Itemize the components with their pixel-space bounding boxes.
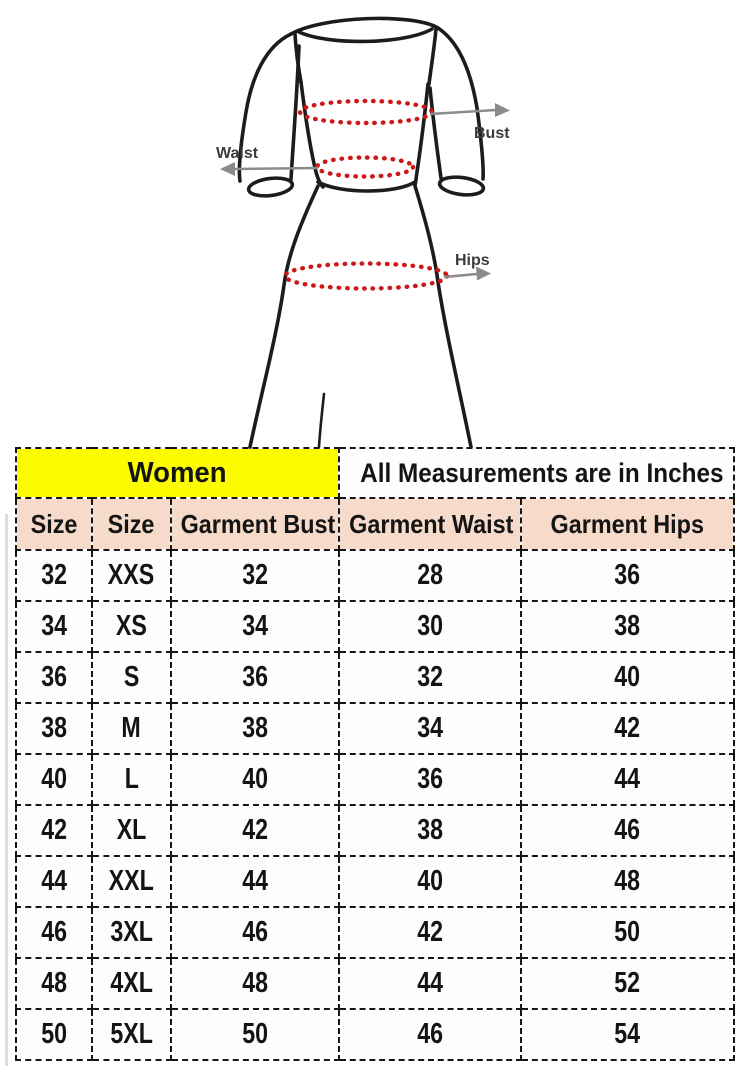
cell-size-num: 48: [16, 958, 92, 1009]
cell-size-letter: 5XL: [92, 1009, 171, 1060]
cell-size-letter: 3XL: [92, 907, 171, 958]
cell-waist: 34: [339, 703, 521, 754]
cell-hips: 52: [521, 958, 734, 1009]
cell-size-letter: XL: [92, 805, 171, 856]
cell-waist: 36: [339, 754, 521, 805]
table-row: [16, 754, 734, 805]
column-header-size-numeric: Size: [16, 498, 92, 550]
bust-arrow: [430, 110, 496, 114]
table-row: [16, 550, 734, 601]
table-row: [16, 958, 734, 1009]
cell-waist: 44: [339, 958, 521, 1009]
column-header-garment-waist: Garment Waist: [339, 498, 521, 550]
cell-size-letter: 4XL: [92, 958, 171, 1009]
waist-measure-ellipse: [317, 158, 413, 177]
cell-size-num: 38: [16, 703, 92, 754]
cell-hips: 40: [521, 652, 734, 703]
cell-hips: 42: [521, 703, 734, 754]
cell-bust: 44: [171, 856, 339, 907]
cell-hips: 44: [521, 754, 734, 805]
table-row: [16, 601, 734, 652]
cell-hips: 46: [521, 805, 734, 856]
cell-bust: 46: [171, 907, 339, 958]
cell-bust: 42: [171, 805, 339, 856]
cell-size-letter: XXL: [92, 856, 171, 907]
cell-waist: 42: [339, 907, 521, 958]
cell-hips: 48: [521, 856, 734, 907]
cell-waist: 40: [339, 856, 521, 907]
column-header-size-letter: Size: [92, 498, 171, 550]
table-row: [16, 907, 734, 958]
waist-arrowhead-icon: [220, 162, 235, 176]
table-row: [16, 856, 734, 907]
cell-waist: 46: [339, 1009, 521, 1060]
women-group-header: Women: [16, 448, 339, 498]
cell-size-num: 36: [16, 652, 92, 703]
cell-bust: 34: [171, 601, 339, 652]
cell-size-letter: M: [92, 703, 171, 754]
cell-bust: 48: [171, 958, 339, 1009]
cell-hips: 50: [521, 907, 734, 958]
hips-arrow: [444, 274, 477, 277]
cell-waist: 30: [339, 601, 521, 652]
cell-hips: 36: [521, 550, 734, 601]
cell-size-num: 44: [16, 856, 92, 907]
dress-outline: [239, 18, 484, 447]
cell-size-num: 50: [16, 1009, 92, 1060]
waist-arrow: [234, 168, 318, 169]
cell-bust: 38: [171, 703, 339, 754]
cell-size-num: 32: [16, 550, 92, 601]
cell-size-letter: XS: [92, 601, 171, 652]
cell-waist: 38: [339, 805, 521, 856]
cell-size-letter: S: [92, 652, 171, 703]
cell-bust: 50: [171, 1009, 339, 1060]
cell-waist: 32: [339, 652, 521, 703]
column-header-garment-hips: Garment Hips: [521, 498, 734, 550]
cell-hips: 38: [521, 601, 734, 652]
hips-label: Hips: [455, 252, 490, 269]
cell-size-num: 42: [16, 805, 92, 856]
bust-arrowhead-icon: [495, 103, 510, 117]
measurement-units-header: All Measurements are in Inches: [339, 448, 734, 498]
table-row: [16, 1009, 734, 1060]
cell-waist: 28: [339, 550, 521, 601]
cell-hips: 54: [521, 1009, 734, 1060]
table-row: [16, 652, 734, 703]
cell-bust: 40: [171, 754, 339, 805]
cell-size-num: 40: [16, 754, 92, 805]
garment-measurement-diagram: [0, 0, 746, 449]
hips-measure-ellipse: [285, 264, 447, 289]
bust-measure-ellipse: [300, 101, 432, 123]
column-header-garment-bust: Garment Bust: [171, 498, 339, 550]
cell-bust: 32: [171, 550, 339, 601]
bust-label: Bust: [474, 125, 510, 142]
cell-bust: 36: [171, 652, 339, 703]
cell-size-num: 34: [16, 601, 92, 652]
scan-edge-artifact: [5, 514, 8, 1066]
table-row: [16, 805, 734, 856]
size-chart-table: [15, 447, 735, 1061]
waist-label: Waist: [216, 145, 259, 162]
cell-size-num: 46: [16, 907, 92, 958]
table-row: [16, 703, 734, 754]
cell-size-letter: XXS: [92, 550, 171, 601]
cell-size-letter: L: [92, 754, 171, 805]
